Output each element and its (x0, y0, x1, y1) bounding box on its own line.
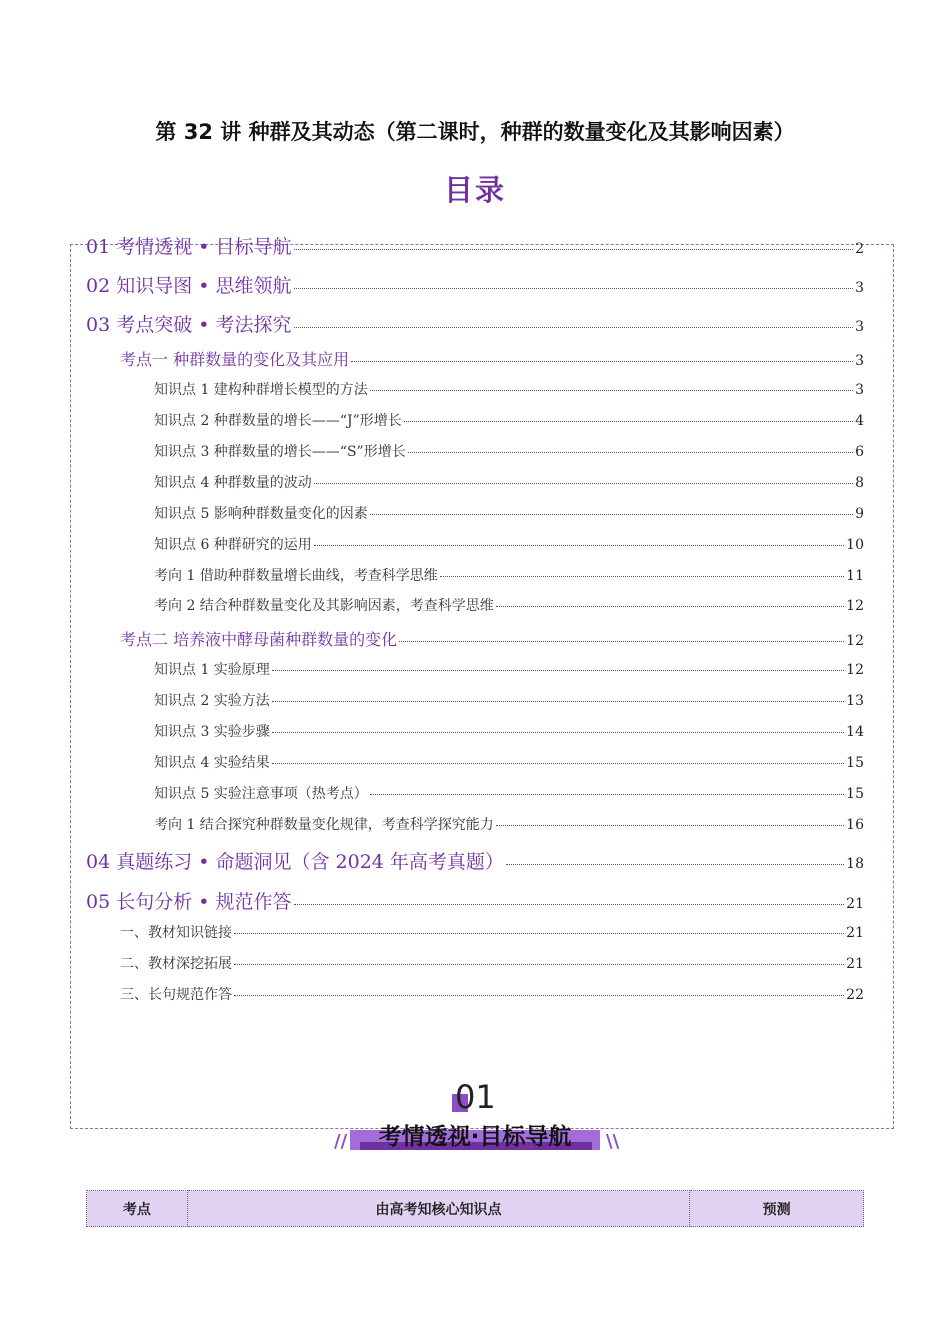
toc-entry[interactable] (0, 503, 864, 523)
slash-right-icon: \\ (606, 1131, 620, 1152)
toc-entry-label: 知识点 6 种群研究的运用 (154, 537, 312, 553)
toc-entry-label: 04 真题练习 • 命题洞见（含 2024 年高考真题） (86, 851, 504, 873)
toc-leader-dots (272, 670, 844, 671)
toc-entry-label: 知识点 3 实验步骤 (154, 724, 270, 740)
toc-entry-page: 14 (846, 724, 864, 740)
toc-leader-dots (351, 361, 853, 362)
toc-entry-label: 考点一 种群数量的变化及其应用 (120, 350, 350, 369)
toc-entry-label: 知识点 4 实验结果 (154, 755, 270, 771)
toc-entry-page: 2 (855, 241, 864, 257)
toc-entry-label: 一、教材知识链接 (120, 925, 232, 941)
toc-entry-label: 05 长句分析 • 规范作答 (86, 891, 292, 913)
toc-entry-page: 15 (846, 755, 864, 771)
toc-entry-label: 知识点 2 实验方法 (154, 693, 270, 709)
toc-entry-page: 12 (846, 633, 864, 649)
toc-entry[interactable] (0, 271, 864, 298)
toc-entry-page: 21 (846, 896, 864, 912)
toc-entry-label: 03 考点突破 • 考法探究 (86, 314, 292, 336)
toc-entry-label: 考点二 培养液中酵母菌种群数量的变化 (120, 630, 398, 649)
toc-leader-dots (234, 933, 844, 934)
toc-entry-page: 3 (855, 382, 864, 398)
toc-entry-label: 二、教材深挖拓展 (120, 956, 232, 972)
toc-leader-dots (404, 421, 853, 422)
toc-leader-dots (272, 732, 844, 733)
toc-entry[interactable] (0, 814, 864, 834)
toc-entry-page: 3 (855, 353, 864, 369)
toc-entry[interactable] (0, 347, 864, 370)
toc-entry[interactable] (0, 659, 864, 679)
exam-target-table (86, 1190, 864, 1227)
column-header-prediction: 预测 (690, 1191, 864, 1227)
toc-entry[interactable] (0, 410, 864, 430)
toc-entry-label: 考向 2 结合种群数量变化及其影响因素，考查科学思维 (154, 598, 494, 614)
toc-leader-dots (234, 995, 844, 996)
toc-entry-page: 12 (846, 662, 864, 678)
toc-leader-dots (294, 249, 854, 250)
toc-entry-page: 8 (855, 475, 864, 491)
toc-entry[interactable] (0, 534, 864, 554)
toc-entry[interactable] (0, 627, 864, 650)
toc-entry-page: 13 (846, 693, 864, 709)
table-header-row (87, 1191, 864, 1227)
toc-leader-dots (234, 964, 844, 965)
toc-entry-page: 15 (846, 786, 864, 802)
column-header-kaodian: 考点 (87, 1191, 188, 1227)
toc-entry[interactable] (0, 310, 864, 337)
toc-leader-dots (370, 514, 853, 515)
toc-leader-dots (272, 701, 844, 702)
toc-entry-page: 3 (855, 319, 864, 335)
toc-heading: 目录 (443, 173, 506, 207)
toc-entry-label: 01 考情透视 • 目标导航 (86, 236, 292, 258)
toc-leader-dots (294, 288, 854, 289)
toc-entry-label: 考向 1 借助种群数量增长曲线，考查科学思维 (154, 568, 438, 584)
document-title: 第 32 讲 种群及其动态（第二课时，种群的数量变化及其影响因素） (155, 120, 795, 144)
toc-entry[interactable] (0, 232, 864, 259)
toc-entry-label: 考向 1 结合探究种群数量变化规律，考查科学探究能力 (154, 817, 494, 833)
toc-entry[interactable] (0, 690, 864, 710)
toc-entry-label: 知识点 3 种群数量的增长——“S”形增长 (154, 444, 406, 460)
toc-entry-page: 21 (846, 925, 864, 941)
toc-entry[interactable] (0, 721, 864, 741)
toc-entry[interactable] (0, 752, 864, 772)
toc-entry[interactable] (0, 472, 864, 492)
toc-entry-label: 知识点 1 实验原理 (154, 662, 270, 678)
toc-leader-dots (496, 606, 844, 607)
toc-entry-label: 02 知识导图 • 思维领航 (86, 275, 292, 297)
toc-entry-page: 6 (855, 444, 864, 460)
section-title: 考情透视·目标导航 (378, 1124, 572, 1150)
toc-entry-page: 12 (846, 598, 864, 614)
toc-leader-dots (399, 641, 844, 642)
toc-entry-page: 11 (846, 568, 864, 584)
toc-leader-dots (294, 904, 845, 905)
toc-leader-dots (408, 452, 853, 453)
toc-entry[interactable] (0, 984, 864, 1004)
toc-entry-label: 知识点 5 影响种群数量变化的因素 (154, 506, 368, 522)
section-number: 01 (455, 1078, 496, 1116)
toc-entry[interactable] (0, 847, 864, 874)
toc-entry[interactable] (0, 922, 864, 942)
toc-entry-label: 知识点 2 种群数量的增长——“J”形增长 (154, 413, 402, 429)
toc-leader-dots (496, 825, 844, 826)
toc-leader-dots (370, 794, 844, 795)
toc-entry-page: 16 (846, 817, 864, 833)
toc-entry-page: 10 (846, 537, 864, 553)
toc-entry[interactable] (0, 379, 864, 399)
toc-leader-dots (440, 576, 844, 577)
toc-leader-dots (272, 763, 844, 764)
toc-entry-label: 知识点 1 建构种群增长模型的方法 (154, 382, 368, 398)
toc-leader-dots (314, 545, 844, 546)
toc-entry[interactable] (0, 953, 864, 973)
toc-entry-page: 21 (846, 956, 864, 972)
toc-entry-page: 22 (846, 987, 864, 1003)
toc-entry-label: 三、长句规范作答 (120, 987, 232, 1003)
slash-left-icon: // (334, 1131, 348, 1152)
toc-entry-label: 知识点 5 实验注意事项（热考点） (154, 786, 368, 802)
toc-entry-label: 知识点 4 种群数量的波动 (154, 475, 312, 491)
toc-entry-page: 3 (855, 280, 864, 296)
toc-entry[interactable] (0, 441, 864, 461)
toc-entry[interactable] (0, 565, 864, 585)
toc-entry-page: 18 (846, 856, 864, 872)
toc-leader-dots (314, 483, 853, 484)
toc-leader-dots (294, 327, 854, 328)
toc-entry[interactable] (0, 887, 864, 914)
toc-leader-dots (370, 390, 853, 391)
column-header-core-knowledge: 由高考知核心知识点 (187, 1191, 689, 1227)
toc-entry[interactable] (0, 595, 864, 615)
toc-entry-page: 9 (855, 506, 864, 522)
toc-entry-page: 4 (855, 413, 864, 429)
toc-leader-dots (506, 864, 844, 865)
toc-entry[interactable] (0, 783, 864, 803)
